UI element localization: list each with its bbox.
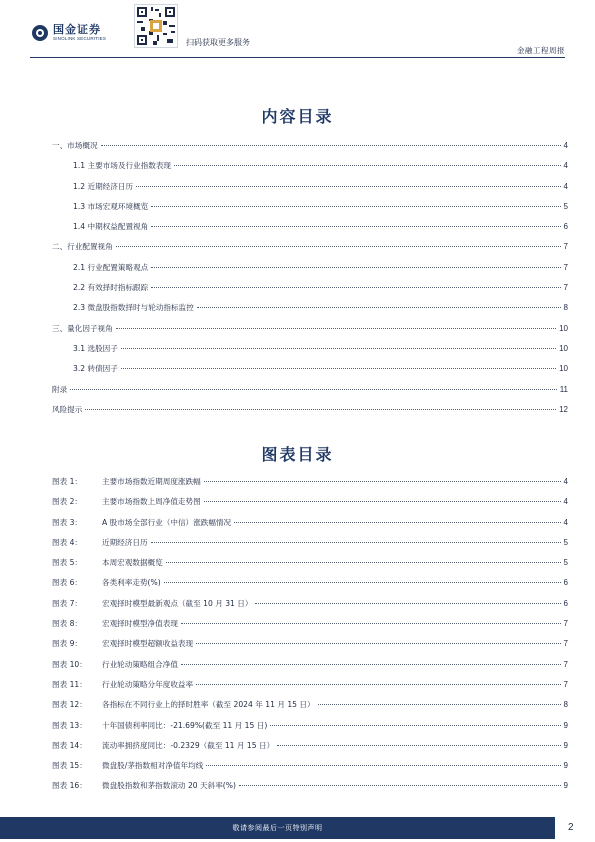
toc-entry[interactable]	[52, 282, 568, 302]
toc-entry-label: 2.3 微盘股指数择时与轮动指标监控	[73, 303, 194, 313]
toc-entry-page: 8	[563, 303, 568, 313]
figure-entry[interactable]	[52, 760, 568, 780]
leader-dots	[85, 409, 556, 410]
toc-entry[interactable]	[52, 140, 568, 160]
figure-label: 主要市场指数上周净值走势图	[102, 497, 201, 507]
leader-dots	[196, 684, 560, 685]
figure-number: 图表 11：	[52, 679, 87, 689]
toc-entry[interactable]	[52, 241, 568, 261]
figure-number: 图表 10：	[52, 659, 87, 669]
toc-entry-page: 4	[563, 161, 568, 171]
leader-dots	[181, 664, 561, 665]
toc-entry-label: 二、行业配置视角	[52, 242, 113, 252]
figure-number: 图表 5：	[52, 558, 83, 568]
toc-entry-page: 11	[559, 384, 568, 394]
figure-label: 行业轮动策略组合净值	[102, 659, 178, 669]
leader-dots	[181, 623, 561, 624]
toc-entry-page: 4	[563, 141, 568, 150]
toc-entry[interactable]	[52, 201, 568, 221]
figure-label: 宏观择时模型最新观点（截至 10 月 31 日）	[102, 598, 253, 608]
figure-page: 9	[563, 781, 568, 791]
toc-list	[52, 140, 568, 424]
figure-label: 各类利率走势(%)	[102, 578, 161, 588]
figure-entry[interactable]	[52, 720, 568, 740]
toc-entry[interactable]	[52, 302, 568, 322]
figure-page: 5	[563, 558, 568, 568]
figure-label: 行业轮动策略分年度收益率	[102, 679, 194, 689]
toc-entry[interactable]	[52, 221, 568, 241]
figure-page: 7	[563, 619, 568, 629]
leader-dots	[204, 481, 561, 482]
toc-entry[interactable]	[52, 343, 568, 363]
logo-name-cn: 国金证券	[53, 23, 101, 36]
logo-name-en: SINOLINK SECURITIES	[53, 36, 107, 41]
figure-page: 7	[563, 639, 568, 649]
figure-number: 图表 16：	[52, 781, 87, 791]
leader-dots	[166, 562, 561, 563]
leader-dots	[318, 704, 561, 705]
leader-dots	[121, 348, 556, 349]
leader-dots	[234, 522, 560, 523]
leader-dots	[174, 165, 561, 166]
toc-entry[interactable]	[52, 323, 568, 343]
figure-entry[interactable]	[52, 780, 568, 800]
toc-entry-page: 12	[559, 404, 568, 414]
figures-list	[52, 476, 568, 801]
figure-number: 图表 2：	[52, 497, 83, 507]
leader-dots	[101, 145, 561, 146]
figure-number: 图表 3：	[52, 517, 83, 527]
figure-label: 流动率拥挤度同比：-0.2329（截至 11 月 15 日）	[102, 740, 275, 750]
figure-label: A 股市场全部行业（中信）涨跌幅情况	[102, 517, 232, 527]
qr-code-icon	[134, 4, 178, 48]
figure-label: 近期经济日历	[102, 537, 148, 547]
toc-entry-page: 6	[563, 222, 568, 232]
toc-entry-label: 一、市场概况	[52, 141, 98, 150]
figure-number: 图表 1：	[52, 477, 83, 486]
toc-entry-page: 5	[563, 201, 568, 211]
figure-label: 微盘股指数和茅指数滚动 20 天斜率(%)	[102, 781, 236, 791]
toc-title: 内容目录	[261, 107, 334, 126]
company-logo	[32, 24, 106, 42]
toc-entry-label: 1.1 主要市场及行业指数表现	[73, 161, 172, 171]
figure-entry[interactable]	[52, 618, 568, 638]
figure-number: 图表 8：	[52, 619, 83, 629]
leader-dots	[196, 643, 560, 644]
leader-dots	[206, 765, 560, 766]
header-divider	[30, 57, 565, 58]
leader-dots	[239, 785, 561, 786]
leader-dots	[255, 603, 560, 604]
toc-entry-label: 1.4 中期权益配置视角	[73, 222, 149, 232]
toc-entry-label: 附录	[52, 384, 68, 394]
toc-entry-label: 2.2 有效择时指标跟踪	[73, 283, 149, 293]
toc-entry-page: 10	[559, 323, 568, 333]
figure-entry[interactable]	[52, 659, 568, 679]
figure-page: 9	[563, 740, 568, 750]
figure-entry[interactable]	[52, 476, 568, 496]
figure-entry[interactable]	[52, 537, 568, 557]
figure-number: 图表 7：	[52, 598, 83, 608]
leader-dots	[116, 246, 561, 247]
page-number: 2	[568, 822, 574, 833]
figure-page: 9	[563, 761, 568, 771]
toc-entry-page: 10	[559, 343, 568, 353]
leader-dots	[121, 368, 556, 369]
figure-entry[interactable]	[52, 740, 568, 760]
leader-dots	[164, 582, 561, 583]
figure-entry[interactable]	[52, 598, 568, 618]
figure-number: 图表 6：	[52, 578, 83, 588]
toc-entry-label: 三、量化因子视角	[52, 323, 113, 333]
toc-entry-label: 3.2 转债因子	[73, 364, 118, 374]
figure-number: 图表 13：	[52, 720, 87, 730]
toc-entry-page: 7	[563, 262, 568, 272]
leader-dots	[204, 501, 561, 502]
toc-entry-label: 3.1 选股因子	[73, 343, 118, 353]
figure-number: 图表 14：	[52, 740, 87, 750]
figure-number: 图表 15：	[52, 761, 87, 771]
figure-label: 微盘股/茅指数相对净值年均线	[102, 761, 204, 771]
figure-label: 各指标在不同行业上的择时胜率（截至 2024 年 11 月 15 日）	[102, 700, 315, 710]
page-header	[0, 0, 595, 62]
page-footer	[0, 817, 595, 842]
toc-entry[interactable]	[52, 384, 568, 404]
figure-number: 图表 4：	[52, 537, 83, 547]
logo-mark-icon	[32, 25, 48, 41]
figure-entry[interactable]	[52, 496, 568, 516]
figure-page: 4	[563, 477, 568, 486]
leader-dots	[136, 186, 560, 187]
figure-page: 5	[563, 537, 568, 547]
toc-entry-page: 10	[559, 364, 568, 374]
leader-dots	[151, 542, 561, 543]
figure-entry[interactable]	[52, 638, 568, 658]
toc-entry-label: 1.3 市场宏观环境概览	[73, 201, 149, 211]
toc-entry-page: 4	[563, 181, 568, 191]
figure-page: 6	[563, 598, 568, 608]
toc-entry-label: 1.2 近期经济日历	[73, 181, 134, 191]
figure-label: 本周宏观数据概览	[102, 558, 163, 568]
figure-label: 十年国债利率同比：-21.69%(截至 11 月 15 日)	[102, 720, 268, 730]
figure-number: 图表 12：	[52, 700, 87, 710]
toc-entry-page: 7	[563, 242, 568, 252]
figure-number: 图表 9：	[52, 639, 83, 649]
figure-label: 主要市场指数近期周度涨跌幅	[102, 477, 201, 486]
toc-entry[interactable]	[52, 404, 568, 424]
qr-caption: 扫码获取更多服务	[186, 38, 250, 47]
figure-page: 7	[563, 659, 568, 669]
figure-entry[interactable]	[52, 577, 568, 597]
leader-dots	[116, 328, 556, 329]
leader-dots	[277, 745, 560, 746]
figures-title: 图表目录	[261, 445, 334, 464]
figure-page: 4	[563, 497, 568, 507]
figure-page: 6	[563, 578, 568, 588]
figure-page: 9	[563, 720, 568, 730]
figure-entry[interactable]	[52, 679, 568, 699]
leader-dots	[270, 725, 560, 726]
toc-entry-label: 2.1 行业配置策略观点	[73, 262, 149, 272]
leader-dots	[151, 206, 560, 207]
toc-entry[interactable]	[52, 160, 568, 180]
figure-page: 8	[563, 700, 568, 710]
leader-dots	[151, 287, 560, 288]
toc-entry[interactable]	[52, 181, 568, 201]
figure-entry[interactable]	[52, 557, 568, 577]
leader-dots	[197, 307, 561, 308]
leader-dots	[70, 389, 557, 390]
figure-entry[interactable]	[52, 699, 568, 719]
toc-entry-page: 7	[563, 283, 568, 293]
toc-entry[interactable]	[52, 363, 568, 383]
figure-entry[interactable]	[52, 517, 568, 537]
figure-label: 宏观择时模型净值表现	[102, 619, 178, 629]
leader-dots	[151, 267, 560, 268]
figure-page: 4	[563, 517, 568, 527]
footer-disclaimer[interactable]: 敬请参阅最后一页特别声明	[232, 824, 323, 832]
report-type-label: 金融工程周报	[517, 46, 565, 55]
toc-entry[interactable]	[52, 262, 568, 282]
figure-page: 7	[563, 679, 568, 689]
toc-entry-label: 风险提示	[52, 404, 83, 414]
leader-dots	[151, 226, 560, 227]
figure-label: 宏观择时模型超额收益表现	[102, 639, 194, 649]
